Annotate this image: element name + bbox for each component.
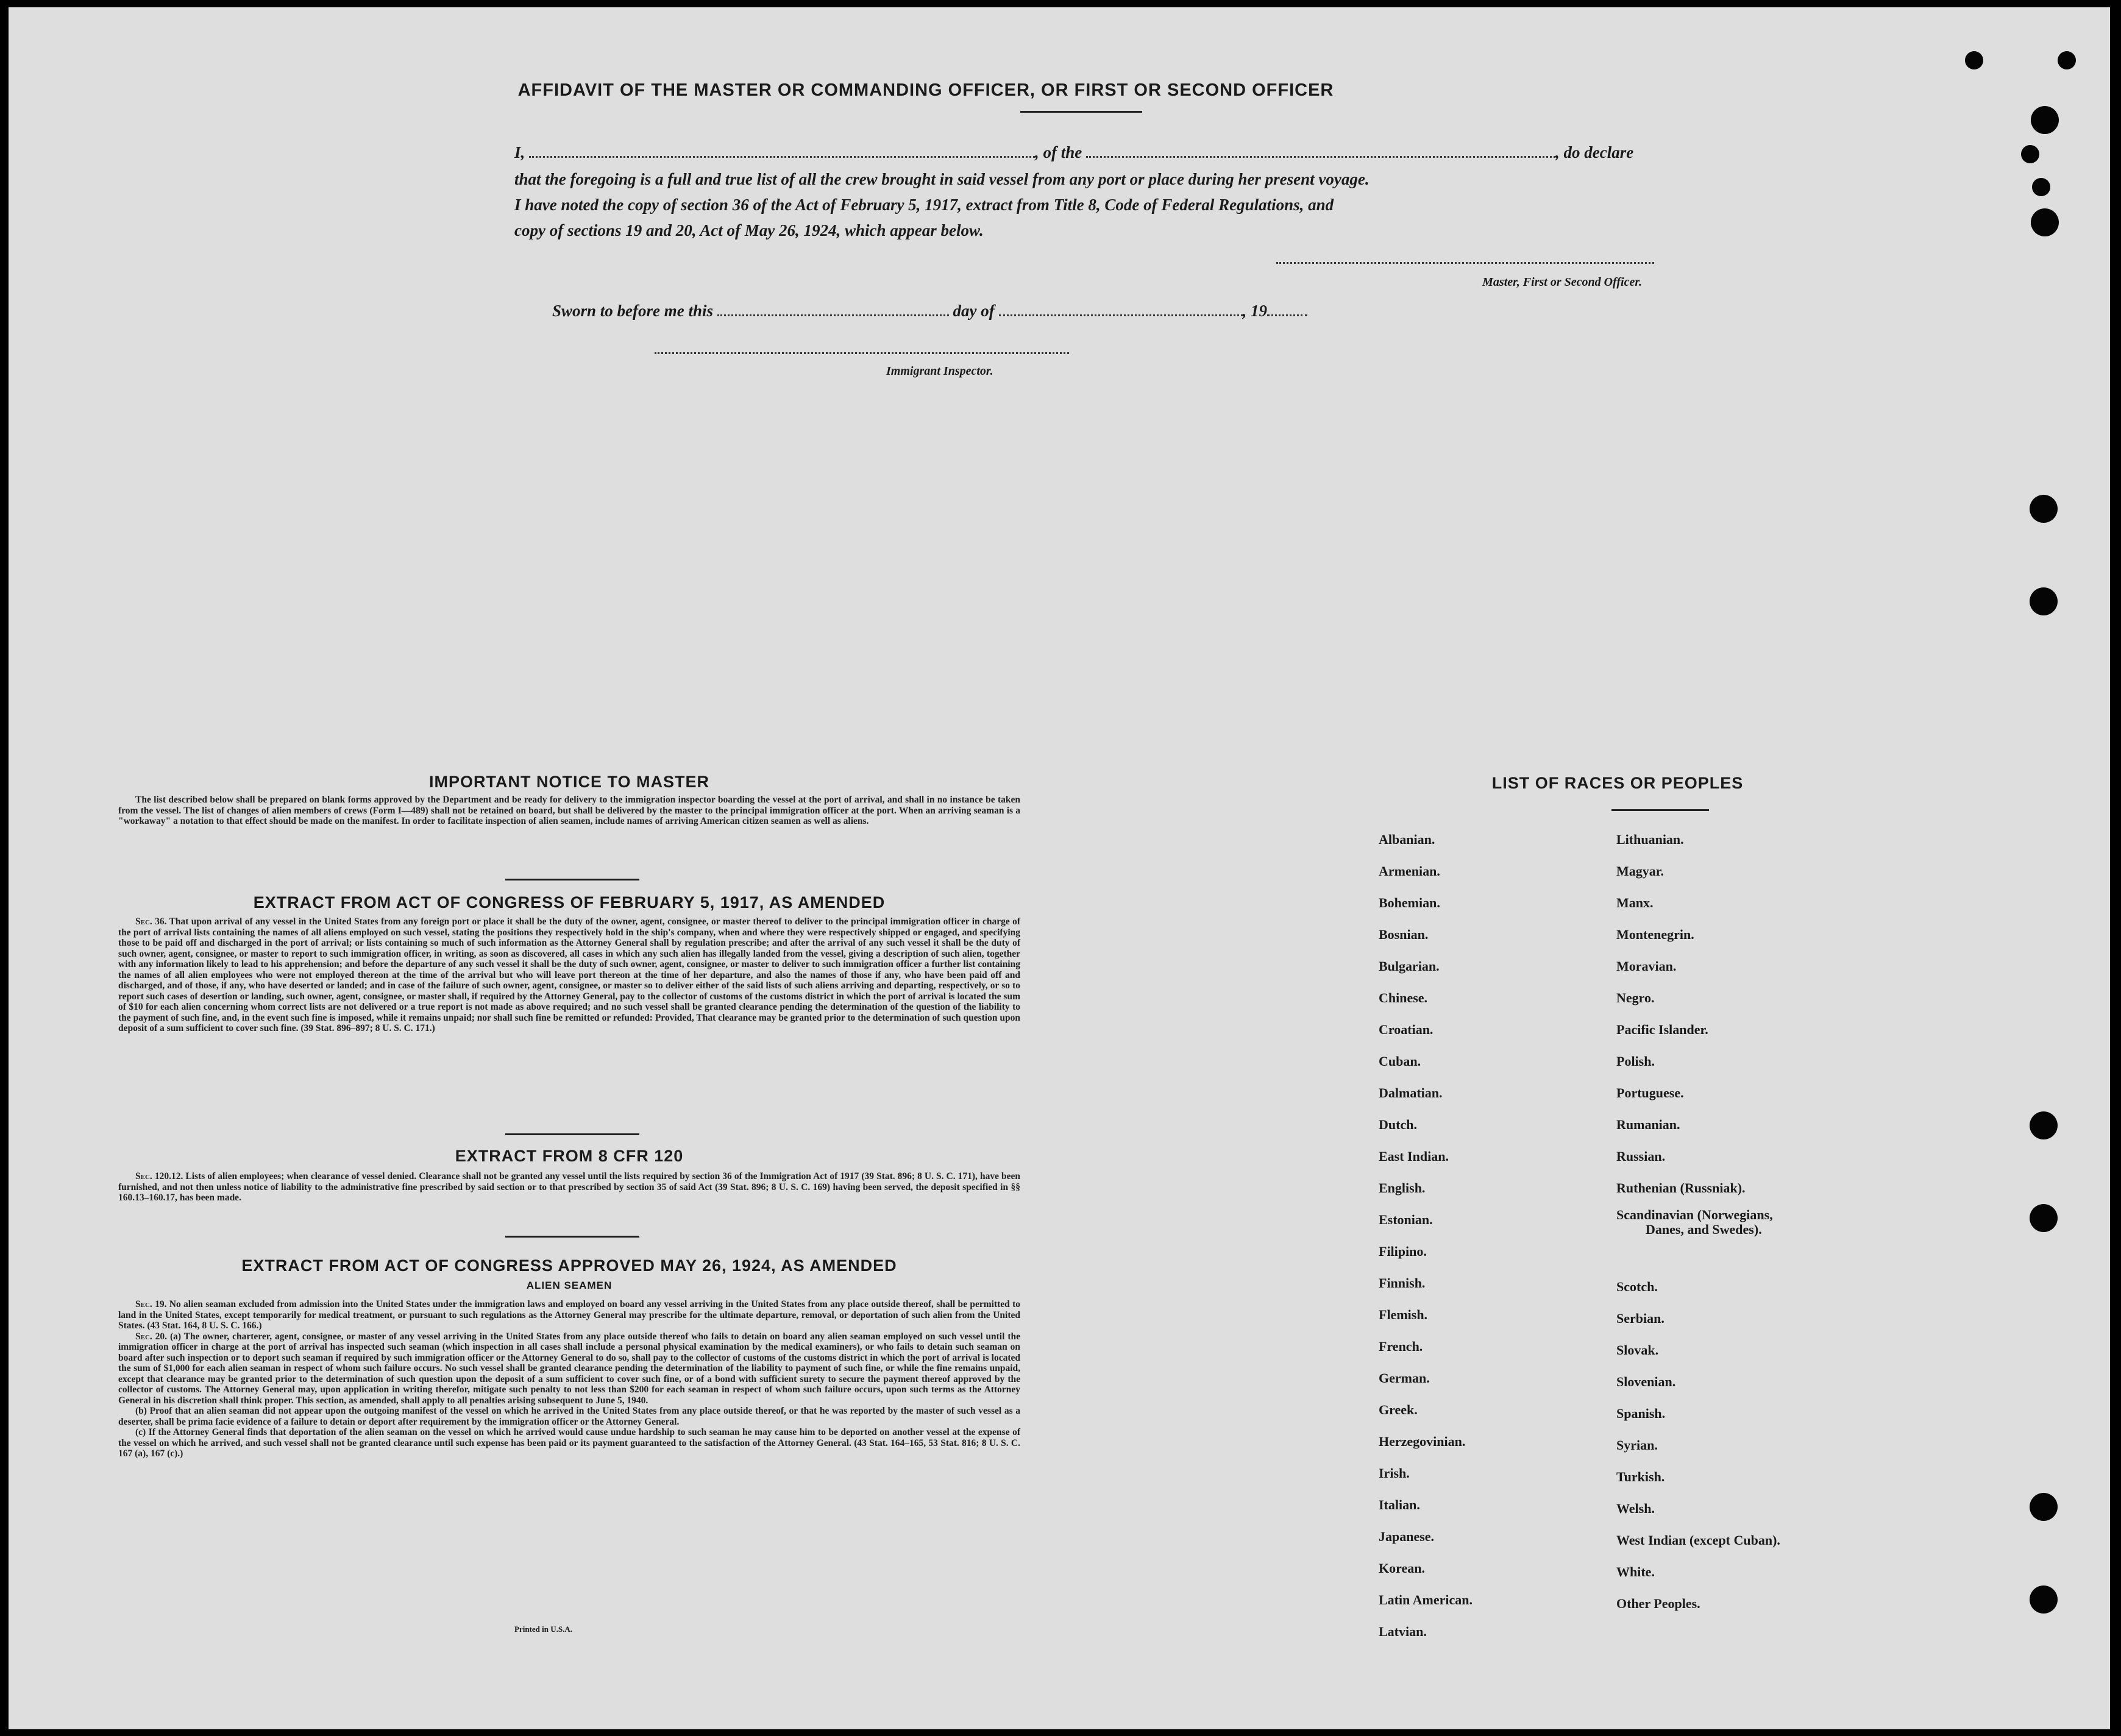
race-item: Rumanian.: [1616, 1117, 1680, 1132]
binder-hole: [2032, 178, 2050, 196]
affidavit-line-2: that the foregoing is a full and true list of all the crew brought in said vessel from any port or place during her present voyage.: [514, 170, 1370, 188]
cfr-title: EXTRACT FROM 8 CFR 120: [455, 1147, 684, 1165]
race-item: Irish.: [1379, 1465, 1410, 1481]
divider: [505, 879, 639, 880]
binder-hole: [2030, 1111, 2058, 1139]
race-item: Lithuanian.: [1616, 832, 1684, 847]
race-item: Syrian.: [1616, 1437, 1658, 1453]
race-item: Chinese.: [1379, 990, 1428, 1005]
inspector-signature-label: Immigrant Inspector.: [886, 364, 993, 378]
sworn-year-label: , 19: [1242, 302, 1268, 320]
race-item: Flemish.: [1379, 1307, 1428, 1322]
race-item: White.: [1616, 1564, 1655, 1579]
declare-label: , do declare: [1555, 143, 1634, 161]
declarant-name-field[interactable]: [529, 144, 1035, 158]
race-item: Dutch.: [1379, 1117, 1417, 1132]
races-left-column: [1379, 824, 1473, 1648]
divider: [505, 1133, 639, 1135]
sec-36-text: [118, 916, 1020, 1034]
sec-20-label: Sec. 20.: [135, 1331, 168, 1342]
race-item: Armenian.: [1379, 863, 1440, 879]
race-item: Finnish.: [1379, 1275, 1426, 1291]
race-item: Welsh.: [1616, 1501, 1655, 1516]
sec-36-label: Sec. 36.: [135, 916, 167, 927]
sec-120-label: Sec. 120.12.: [135, 1171, 183, 1182]
race-item: Greek.: [1379, 1402, 1418, 1417]
race-item: Negro.: [1616, 990, 1655, 1005]
act-1924-title: EXTRACT FROM ACT OF CONGRESS APPROVED MAY 26, 1924, AS AMENDED: [241, 1256, 897, 1275]
master-signature-line[interactable]: [1276, 262, 1654, 264]
affidavit-title: AFFIDAVIT OF THE MASTER OR COMMANDING OFFICER, OR FIRST OR SECOND OFFICER: [517, 80, 1334, 100]
affidavit-line-4: copy of sections 19 and 20, Act of May 26, 1924, which appear below.: [514, 221, 984, 239]
inspector-signature-line[interactable]: [655, 352, 1069, 354]
binder-hole: [2058, 51, 2076, 69]
affidavit-line-3: I have noted the copy of section 36 of the Act of February 5, 1917, extract from Title 8, Code of Federal Regulations, and: [514, 196, 1334, 214]
sec-120-body: Lists of alien employees; when clearance of vessel denied. Clearance shall not be granted any vessel until the lists required by section 36 of the Immigration Act of 1917 (39 Stat. 896; 8 U. S. C. 171), have been furnished, and not then unless notice of liability to the administrative fine prescribed by said section or to that prescribed by section 35 of said Act (39 Stat. 896; 8 U. S. C. 169) having been served, the deposit specified in §§ 160.13–160.17, has been made.: [118, 1171, 1021, 1203]
race-item: Italian.: [1379, 1497, 1420, 1512]
race-item: Slovak.: [1616, 1342, 1659, 1358]
race-item-continuation: Danes, and Swedes).: [1646, 1222, 1762, 1237]
race-item: French.: [1379, 1339, 1423, 1354]
race-item: German.: [1379, 1370, 1430, 1386]
race-item: Bohemian.: [1379, 895, 1440, 910]
notice-body: [118, 795, 1020, 827]
binder-hole: [2030, 495, 2058, 523]
race-item: Dalmatian.: [1379, 1085, 1443, 1100]
race-item: Slovenian.: [1616, 1374, 1676, 1389]
sec-20a-body: (a) The owner, charterer, agent, consignee, or master of any vessel arriving in the United States from any place outside thereof who fails to detain on board any alien seaman employed on such vessel until the immigration officer in charge at the port of arrival has inspected such seaman (which inspection in all cases shall include a personal physical examination by the medical examiners), or who fails to detain such seaman on board after such inspection or to deport such seaman if required by such immigration officer or the Attorney General to do so, shall pay to the collector of customs of the customs district in which the port of arrival is located the sum of $1,000 for each alien seaman in respect of whom such failure occurs. No such vessel shall be granted clearance pending the determination of the liability to payment of such fine, or while the fine remains unpaid, except that clearance may be granted prior to the determination of such question upon the deposit of a sum sufficient to cover such fine, or of a bond with sufficient surety to secure the payment thereof approved by the collector of customs. The Attorney General may, upon application in writing therefor, mitigate such penalty to not less than $200 for each seaman in respect of whom such failure occurs, upon such terms as the Attorney General in his discretion shall think proper. This section, as amended, shall apply to all penalties arising subsequent to June 5, 1940.: [118, 1331, 1020, 1406]
race-item: East Indian.: [1379, 1149, 1449, 1164]
divider: [1611, 809, 1709, 811]
alien-seamen-heading: ALIEN SEAMEN: [526, 1280, 613, 1291]
race-item: Magyar.: [1616, 863, 1664, 879]
sec-20b-body: (b) Proof that an alien seaman did not appear upon the outgoing manifest of the vessel on which he arrived in the United States from any place outside thereof, or that he was reported by the master of such vessel as a deserter, shall be prima facie evidence of a failure to detain or deport after requirement by the immigration officer or the Attorney General.: [118, 1406, 1020, 1427]
race-item: Serbian.: [1616, 1311, 1664, 1326]
notice-title: IMPORTANT NOTICE TO MASTER: [429, 773, 709, 791]
sec-36-body: That upon arrival of any vessel in the United States from any foreign port or place it shall be the duty of the owner, agent, consignee, or master thereof to deliver to the principal immigration officer in charge of the port of arrival lists containing the names of all aliens employed on such vessel, stating the positions they respectively hold in the ship's company, when and where they were respectively shipped or engaged, and specifying those to be paid off and discharged in the port of arrival; or lists containing so much of such information as the Attorney General shall by regulation prescribe; and after the arrival of any such vessel it shall be the duty of such owner, agent, consignee, or master to report to such immigration officer, in writing, as soon as discovered, all cases in which any such alien has illegally landed from the vessel, giving a description of such alien, together with any information likely to lead to his apprehension; and before the departure of any such vessel it shall be the duty of such owner, agent, consignee, or master to deliver to such immigration officer a further list containing the names of all alien employees who were not employed thereon at the time of the arrival but who will leave port thereon at the time of her departure, and also the names of those if any, who have been paid off and discharged, and of those, if any, who have deserted or landed; and in case of the failure of such owner, agent, consignee, or master so to deliver either of the said lists of such aliens arriving and departing, respectively, or so to report such cases of desertion or landing, such owner, agent, consignee, or master shall, if required by the Attorney General, pay to the collector of customs of the customs district in which the port of arrival is located the sum of $10 for each alien concerning whom correct lists are not delivered or a true report is not made as above required; and no such vessel shall be granted clearance pending the determination of the question of the liability to the payment of such fine, and, in the event such fine is imposed, while it remains unpaid; nor shall such fine be remitted or refunded: Provided, That clearance may be granted prior to the determination of such question upon deposit of a sum sufficient to cover such fine. (39 Stat. 896–897; 8 U. S. C. 171.): [118, 916, 1020, 1033]
race-item: West Indian (except Cuban).: [1616, 1532, 1780, 1548]
race-item: Bosnian.: [1379, 927, 1429, 942]
sworn-day-field[interactable]: [717, 302, 949, 316]
race-item: Polish.: [1616, 1054, 1655, 1069]
sworn-year-field[interactable]: [1267, 302, 1307, 316]
binder-hole: [2030, 1493, 2058, 1521]
race-item: Herzegovinian.: [1379, 1434, 1466, 1449]
race-item: Japanese.: [1379, 1529, 1435, 1544]
sec-20c-body: (c) If the Attorney General finds that deportation of the alien seaman on the vessel on which he arrived would cause undue hardship to such seaman he may cause him to be deported on another vessel at the expense of the vessel on which he arrived, and such vessel shall not be granted clearance until such expense has been paid or its payment guaranteed to the satisfaction of the Attorney General. (43 Stat. 164–165, 53 Stat. 816; 8 U. S. C. 167 (a), 167 (c).): [118, 1427, 1020, 1459]
race-item: Scandinavian (Norwegians,: [1616, 1207, 1773, 1222]
race-item: Russian.: [1616, 1149, 1666, 1164]
race-item: Estonian.: [1379, 1212, 1433, 1227]
race-item: Other Peoples.: [1616, 1596, 1700, 1611]
race-item: Albanian.: [1379, 832, 1435, 847]
race-item: Latin American.: [1379, 1592, 1473, 1607]
race-item: Spanish.: [1616, 1406, 1666, 1421]
race-item: Manx.: [1616, 895, 1654, 910]
race-item: Latvian.: [1379, 1624, 1427, 1639]
race-item: Ruthenian (Russniak).: [1616, 1180, 1746, 1196]
sec-19-label: Sec. 19.: [135, 1299, 167, 1309]
printed-in-usa: Printed in U.S.A.: [514, 1624, 572, 1634]
race-item: English.: [1379, 1180, 1426, 1196]
sworn-day-of-label: day of: [953, 302, 995, 320]
sworn-label: Sworn to before me this: [552, 302, 714, 320]
notice-paragraph: The list described below shall be prepared on blank forms approved by the Department and be ready for delivery to the immigration inspector boarding the vessel at the port of arrival, and shall in no instance be taken from the vessel. The list of changes of alien members of crews (Form I—489) shall not be retained on board, but shall be delivered by the master to the principal immigration officer at the port. When an arriving seaman is a "workaway" a notation to that effect should be made on the manifest. In order to facilitate inspection of alien seamen, include names of arriving American citizen seamen as well as aliens.: [118, 795, 1020, 826]
race-item: Scotch.: [1616, 1279, 1658, 1294]
binder-hole: [2030, 1585, 2058, 1614]
race-item: Filipino.: [1379, 1244, 1427, 1259]
act-1917-title: EXTRACT FROM ACT OF CONGRESS OF FEBRUARY 5, 1917, AS AMENDED: [253, 893, 886, 912]
binder-hole: [2031, 106, 2059, 134]
binder-hole: [2031, 208, 2059, 236]
binder-hole: [1965, 51, 1983, 69]
race-item: Pacific Islander.: [1616, 1022, 1708, 1037]
race-item: Turkish.: [1616, 1469, 1665, 1484]
sec-19-body: No alien seaman excluded from admission into the United States under the immigration laws and employed on board any vessel arriving in the United States from any place outside thereof, shall be permitted to land in the United States, except temporarily for medical treatment, or pursuant to such regulations as the Attorney General may prescribe for the ultimate departure, removal, or deportation of such alien from the United States. (43 Stat. 164, 8 U. S. C. 166.): [118, 1299, 1020, 1331]
binder-hole: [2030, 587, 2058, 615]
races-right-column: [1616, 824, 1780, 1620]
binder-hole: [2021, 145, 2039, 163]
divider: [1020, 111, 1142, 113]
declarant-of-label: , of the: [1035, 143, 1082, 161]
vessel-name-field[interactable]: [1086, 144, 1555, 158]
sworn-line: [552, 299, 1698, 323]
divider: [505, 1236, 639, 1238]
race-item: Korean.: [1379, 1561, 1425, 1576]
races-title: LIST OF RACES OR PEOPLES: [1491, 774, 1744, 792]
race-item: Bulgarian.: [1379, 958, 1440, 974]
declarant-prefix: I,: [514, 143, 525, 161]
affidavit-line-1: [514, 140, 1660, 165]
sworn-month-field[interactable]: [999, 302, 1243, 316]
race-item: Montenegrin.: [1616, 927, 1694, 942]
race-item: Moravian.: [1616, 958, 1677, 974]
binder-hole: [2030, 1204, 2058, 1232]
race-item: Croatian.: [1379, 1022, 1434, 1037]
race-item: Cuban.: [1379, 1054, 1421, 1069]
sec-19-20-text: [118, 1299, 1020, 1459]
race-item-scandinavian: [1616, 1204, 1780, 1271]
sec-120-text: [118, 1171, 1020, 1203]
form-sheet: [9, 7, 2110, 1729]
master-signature-label: Master, First or Second Officer.: [1482, 275, 1642, 289]
race-item: Portuguese.: [1616, 1085, 1684, 1100]
